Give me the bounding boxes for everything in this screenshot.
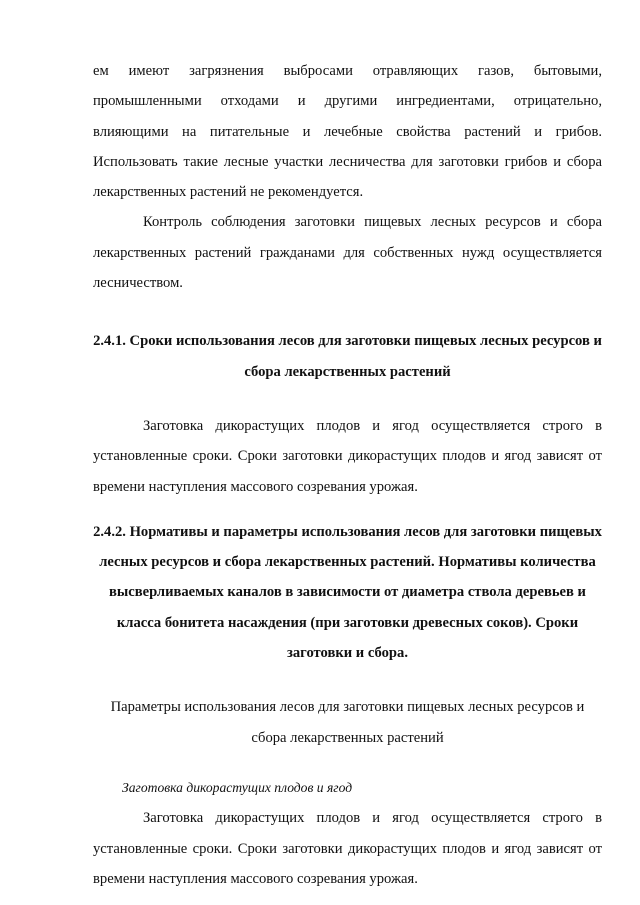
section-heading-2-4-2: 2.4.2. Нормативы и параметры использования лесов для заготовки пищевых лесных ресурсов и сбора лекарственных растений. Нормативы количества высверливаемых каналов в зависимости от диаметра ствола деревьев и класса бонитета насаждения (при заготовки древесных соков). Сроки заготовки и сбора. (93, 523, 602, 662)
section-heading-2-4-1: 2.4.1. Сроки использования лесов для заготовки пищевых лесных ресурсов и сбора лекарственных растений (93, 333, 602, 380)
table-caption: Параметры использования лесов для заготовки пищевых лесных ресурсов и сбора лекарственных растений (110, 699, 585, 746)
subheading-wild-fruits: Заготовка дикорастущих плодов и ягод (122, 779, 353, 795)
paragraph-harvest-terms-repeat: Заготовка дикорастущих плодов и ягод осуществляется строго в установленные сроки. Сроки заготовки дикорастущих плодов и ягод зависят от времени наступления массового созревания урожая. (93, 810, 602, 887)
paragraph-control: Контроль соблюдения заготовки пищевых лесных ресурсов и сбора лекарственных растений гражданами для собственных нужд осуществляется лесничеством. (93, 214, 602, 292)
paragraph-pollution: ем имеют загрязнения выбросами отравляющих газов, бытовыми, промышленными отходами и другими ингредиентами, отрицательно, влияющими на питательные и лечебные свойства растений и грибов. Использовать такие лесные участки лесничества для заготовки грибов и сбора лекарственных растений не рекомендуется. (93, 63, 602, 201)
paragraph-harvest-terms: Заготовка дикорастущих плодов и ягод осуществляется строго в установленные сроки. Сроки заготовки дикорастущих плодов и ягод зависят от времени наступления массового созревания урожая. (93, 417, 602, 495)
